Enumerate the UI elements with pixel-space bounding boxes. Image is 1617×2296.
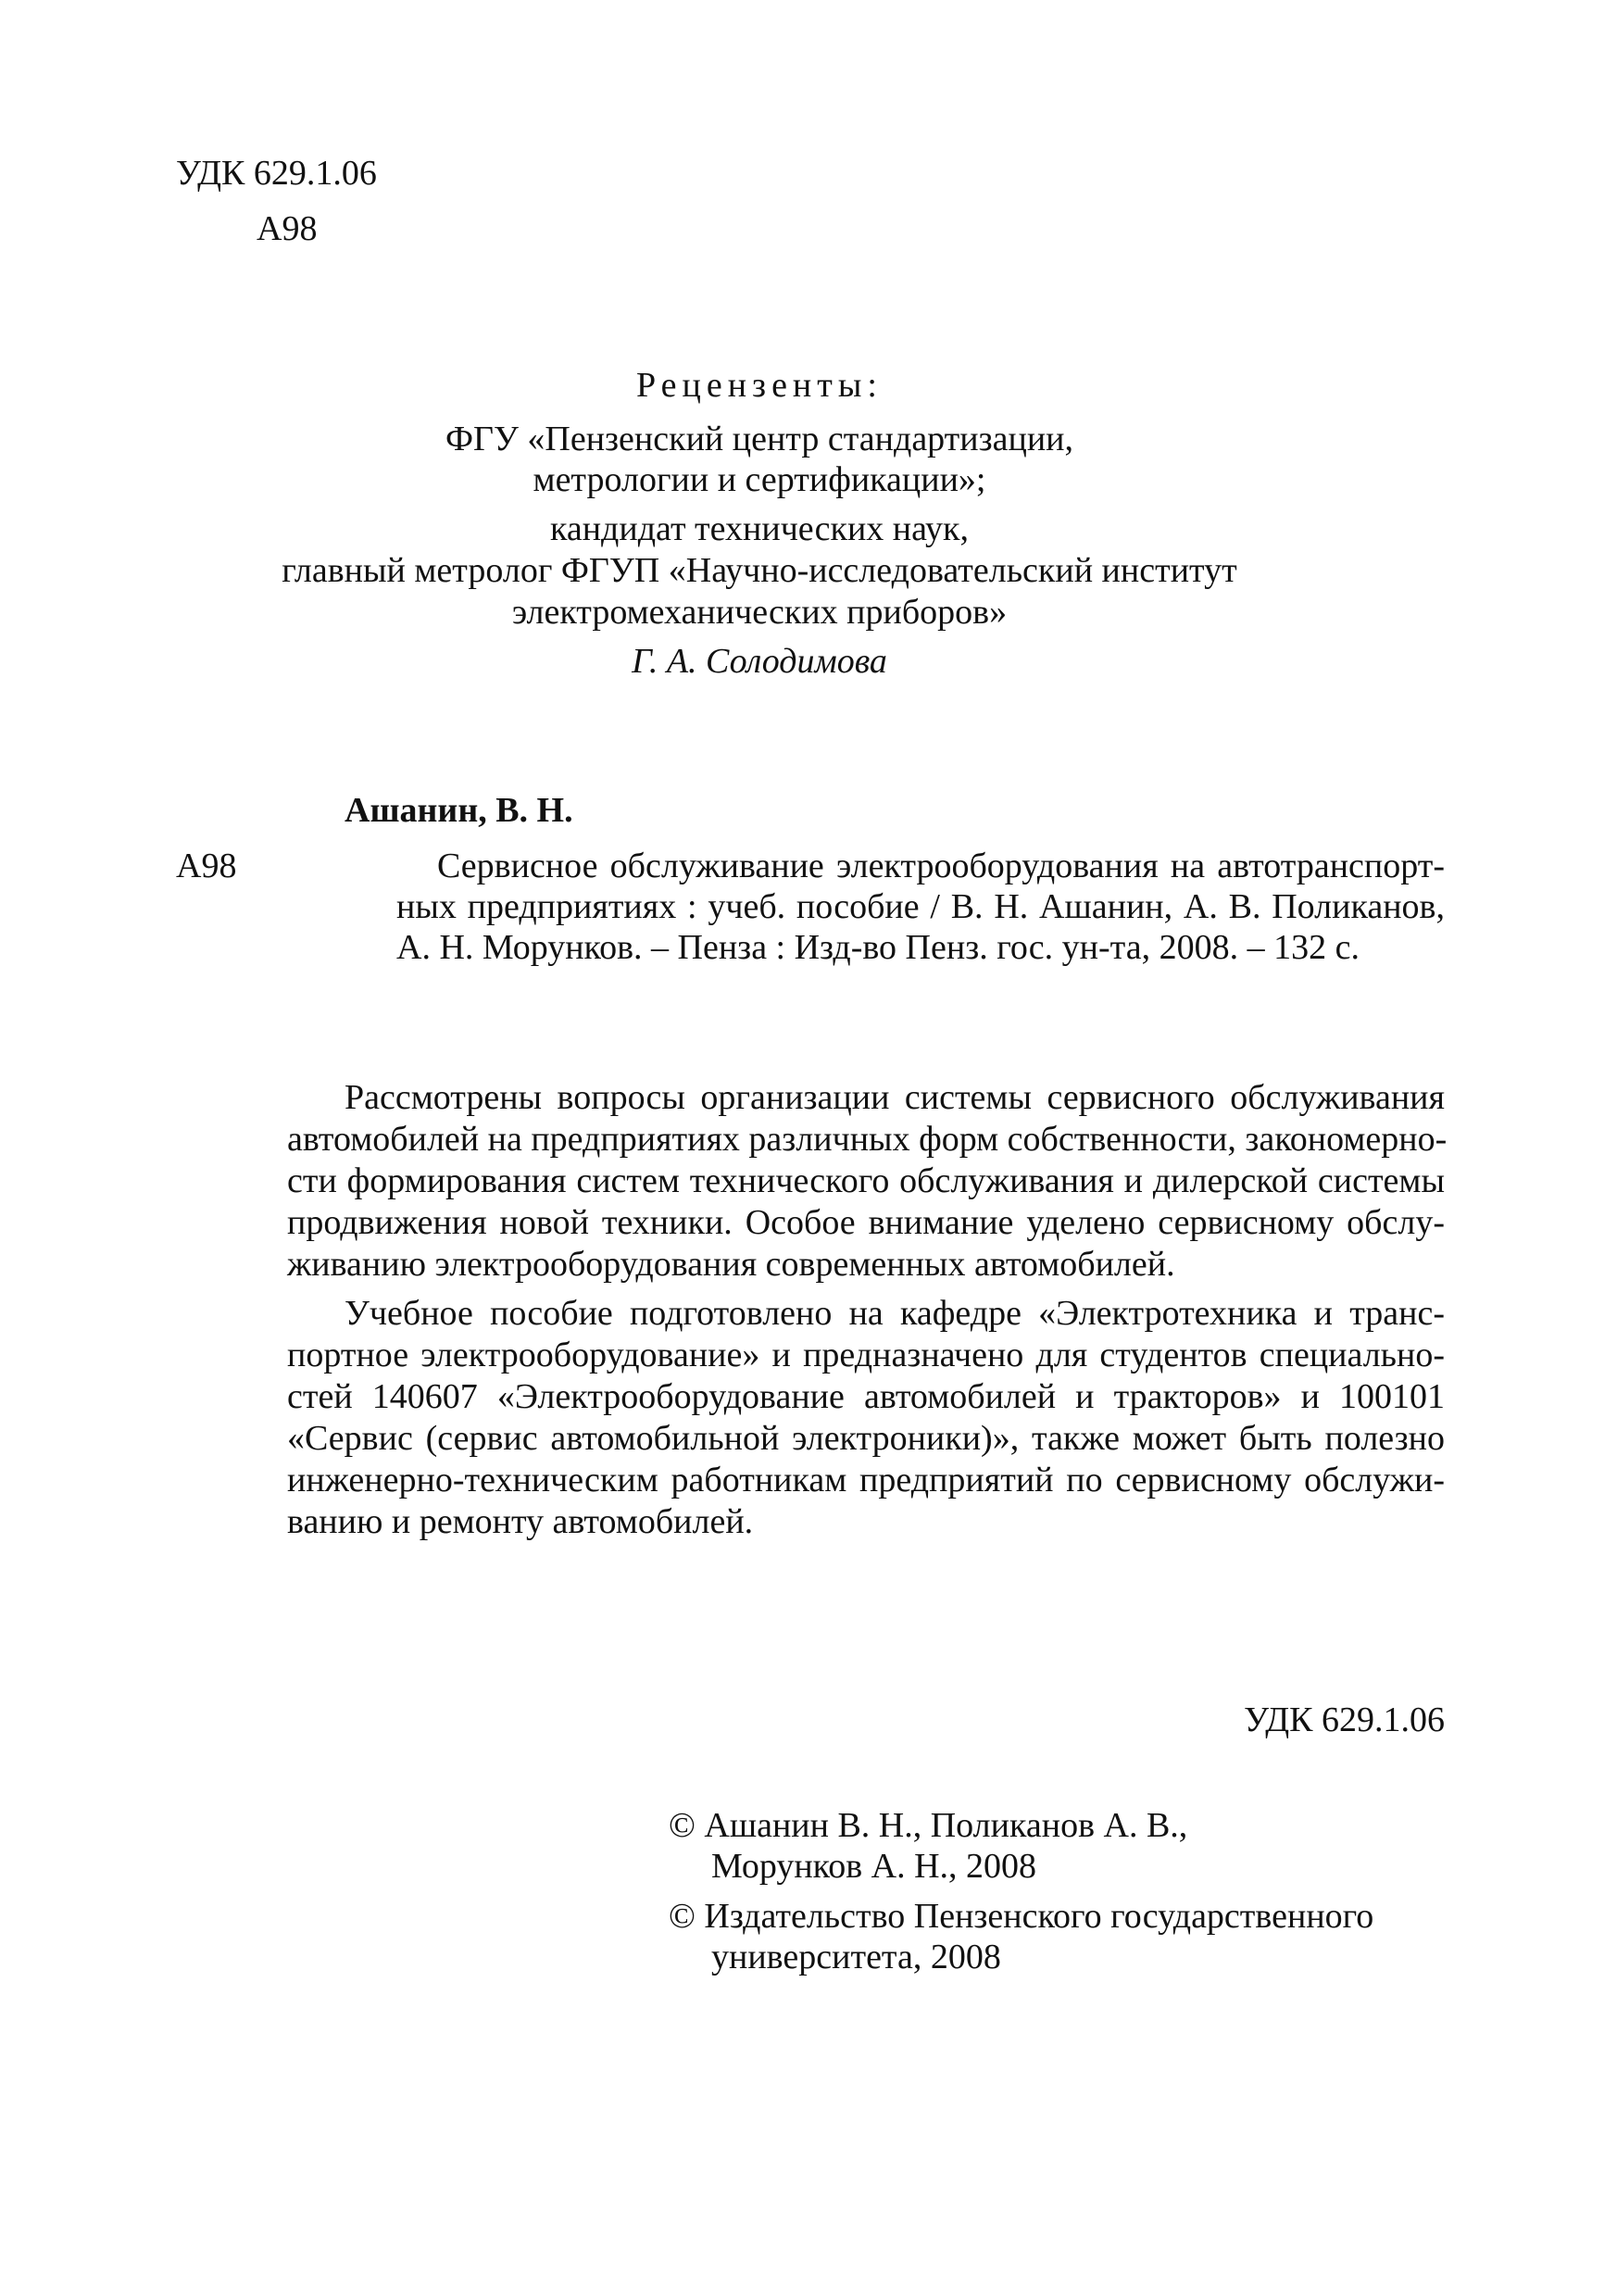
bibliography-line: ных предприятиях : учеб. пособие / В. Н. Ашанин, А. В. Поликанов, [396,887,1445,926]
copyright-publisher-line2: университета, 2008 [711,1938,1001,1976]
bbk-code-top: А98 [257,209,318,248]
abstract-line: инженерно-техническим работникам предприятий по сервисному обслужи- [287,1461,1445,1499]
abstract-line: живанию электрооборудования современных автомобилей. [287,1245,1175,1284]
reviewers-heading: Рецензенты: [636,366,883,405]
abstract-line: стей 140607 «Электрооборудование автомобилей и тракторов» и 100101 [287,1377,1445,1416]
bibliography-line: А. Н. Морунков. – Пенза : Изд-во Пенз. гос. ун-та, 2008. – 132 с. [396,928,1360,967]
abstract-line: «Сервис (сервис автомобильной электроники)», также может быть полезно [287,1419,1445,1458]
bibliography-line: Сервисное обслуживание электрооборудования на автотранспорт- [437,847,1445,885]
copyright-publisher-line1: © Издательство Пензенского государственного [669,1897,1374,1936]
abstract-line: автомобилей на предприятиях различных форм собственности, закономерно- [287,1120,1448,1159]
abstract-line: ванию и ремонту автомобилей. [287,1502,754,1541]
reviewer-org-line1: ФГУ «Пензенский центр стандартизации, [445,420,1074,458]
abstract-line: продвижения новой техники. Особое внимание уделено сервисному обслу- [287,1203,1445,1242]
udk-code-top: УДК 629.1.06 [176,154,377,193]
reviewer-org-line2: метрологии и сертификации»; [533,460,986,499]
reviewer-person-line1: кандидат технических наук, [549,509,970,548]
abstract-line: Рассмотрены вопросы организации системы сервисного обслуживания [345,1078,1445,1117]
author-heading: Ашанин, В. Н. [345,791,573,830]
reviewer-person-line2: главный метролог ФГУП «Научно-исследовательский институт [282,551,1237,590]
abstract-line: портное электрооборудование» и предназначено для студентов специально- [287,1336,1445,1374]
copyright-authors-line1: © Ашанин В. Н., Поликанов А. В., [669,1806,1188,1845]
udk-code-bottom: УДК 629.1.06 [1244,1700,1445,1739]
copyright-authors-line2: Морунков А. Н., 2008 [711,1847,1037,1886]
reviewer-person-line3: электромеханических приборов» [511,593,1008,632]
abstract-line: сти формирования систем технического обслуживания и дилерской системы [287,1161,1445,1200]
bibliography-code: А98 [176,847,237,885]
reviewer-name: Г. А. Солодимова [632,642,887,681]
abstract-line: Учебное пособие подготовлено на кафедре «Электротехника и транс- [345,1294,1445,1333]
